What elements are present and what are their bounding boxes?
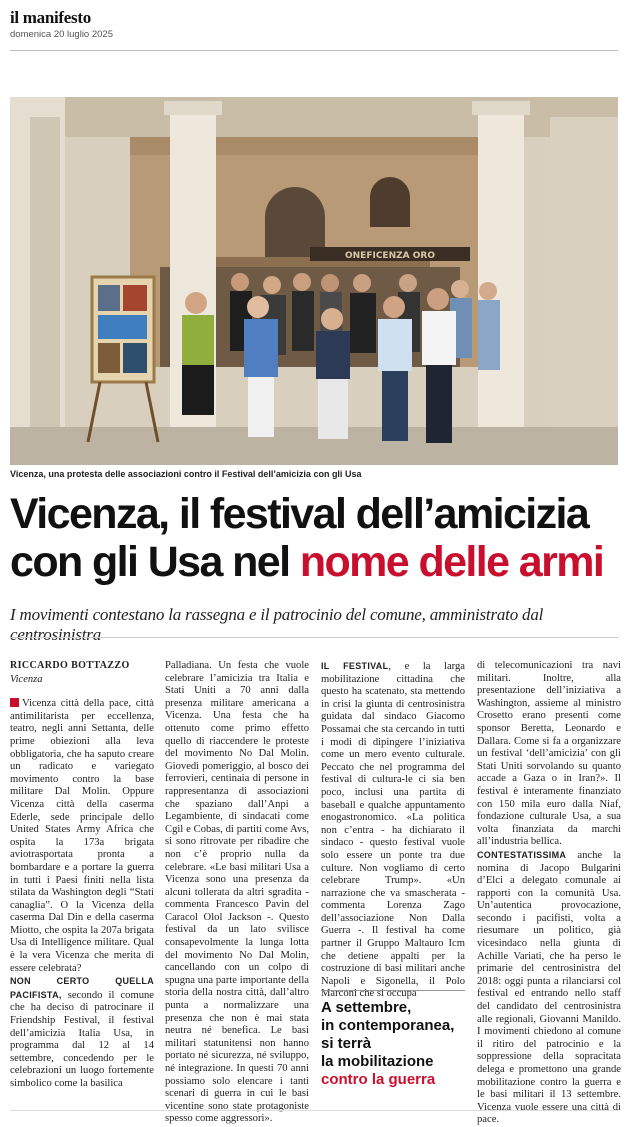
pullquote-divider [321, 990, 465, 991]
pullquote [321, 999, 471, 1089]
headline [10, 490, 622, 586]
pullquote-line-1: A settembre, [321, 999, 412, 1016]
top-divider [10, 50, 618, 51]
article-column-1 [10, 660, 154, 1091]
building-sign: ONEFICENZA ORO [345, 251, 435, 261]
article-column-3 [321, 660, 465, 1001]
pullquote-line-3: si terrà [321, 1035, 372, 1052]
article-column-2 [165, 660, 309, 1126]
protest-photo-illustration [10, 97, 618, 465]
pullquote-line-4: la mobilitazione [321, 1053, 434, 1070]
article-paragraph-2b: Palladiana. Un festa che vuole celebrare l’amicizia tra Italia e Stati Uniti a 70 anni dalla presenza militare americana a Vicenza. Una festa che ha ottenuto come primo effetto quello di riaccendere le proteste del movimento No Dal Molin. Giovedì pomeriggio, al bosco dei ferrovieri, centinaia di persone in rappresentanza di associazioni che spaziano dall’Anpi a Legambiente, di sindacati come Cgil e Cobas, di partiti come Avs, si sono ritrovate per ribadire che non c’è proprio nulla da celebrare. «Le basi militari Usa a Vicenza sono una presenza da alcuni tollerata da altri sgradita - commenta Francesco Pavin del Caracol Olol Jackson -. Questo festival da un lato svilisce consapevolmente la lunga lotta del movimento No Dal Molin, cancellando con un colpo di spugna una parte importante della storia della nostra città, dall’altro punta a normalizzare una presenza che non è mai stata neutra né benefica. Le basi militari statunitensi non hanno portato né sicurezza, né sviluppo, né integrazione. In questi 70 anni possiamo solo elencare i tanti scenari di guerra in cui le basi vicentine sono state protagoniste spesso come aggressori». [165, 660, 309, 1125]
section-kicker-1: NON CERTO QUELLA PACIFISTA, [10, 976, 154, 1000]
article-paragraph-3: , e la larga mobilitazione cittadina che questo ha scatenato, sta mettendo in crisi la giunta di centrosinistra guidata dal sindaco Giacomo Possamai che sta cercando in tutti i modi di dipingere l’iniziativa come un mero evento culturale. Peccato che nel programma del festival di cultura-le ci sia ben poco, inclusi una partita di baseball e qualche appuntamento enogastronomico. «La politica non c’entra - ha dichiarato il sindaco - questo festival vuole solo essere un ponte tra due culture. Non vogliamo di certo celebrare Trump». «Un narrazione che va smascherata - commenta Lorenza Zago dell’associazione Non Dalla Guerra -. Il festival ha come partner il Gruppo Maltauro Icm che detiene appalti per la costruzione di basi militari anche Napoli e Sigonella, il Polo Marconi che si occupa [321, 661, 465, 1000]
subhead-divider [10, 637, 618, 638]
article-paragraph-1: Vicenza città della pace, città antimilitarista per eccellenza, teatro, negli anni Settanta, delle prime obiezioni alla leva obbligatoria, che ha saputo creare un radicato e variegato movimento contro la base militare Dal Molin. Oppure Vicenza città della caserma Ederle, sede principale dello United States Army Africa che ospita la 173a brigata aviotrasportata pronta a bombardare e a portare la guerra in tutti i Paesi finiti nella lista stilata da Washington degli “Stati canaglia”. O la Vicenza della caserma Dal Din e della caserma Miotto, che ospita la 207a brigata Usa di Intelligence militare. Qual è la vera Vicenza che merita di essere celebrata? [10, 698, 154, 974]
lead-marker-icon [10, 698, 19, 707]
section-kicker-3: CONTESTATISSIMA [477, 849, 567, 860]
author-byline: RICCARDO BOTTAZZO [10, 660, 130, 671]
headline-black-part: con gli Usa nel [10, 538, 300, 586]
pullquote-line-5: contro la guerra [321, 1071, 436, 1088]
newspaper-logo[interactable]: il manifesto [10, 8, 91, 27]
section-kicker-2: IL FESTIVAL [321, 661, 389, 671]
photo-caption: Vicenza, una protesta delle associazioni contro il Festival dell’amicizia con gli Usa [10, 469, 362, 479]
headline-line-1: Vicenza, il festival dell’amicizia [10, 490, 589, 538]
pullquote-line-2: in contemporanea, [321, 1017, 455, 1034]
article-paragraph-2a: secondo il comune che ha deciso di patrocinare il Friendship Festival, il festival dell’amicizia Italia Usa, in programma dal 12 al 14 settembre, concedendo per le celebrazioni un luogo fortemente simbolico come la basilica [10, 989, 154, 1089]
issue-date: domenica 20 luglio 2025 [10, 29, 113, 40]
article-column-4 [477, 660, 621, 1127]
article-paragraph-4: di telecomunicazioni tra navi militari. Inoltre, alla presentazione dell’iniziativa a Washington, assieme al ministro Crosetto erano presenti come sponsor Beretta, Leonardo e Dallara. Come si fa a organizzare un festival ‘dell’amicizia’ con gli Stati Uniti sorvolando su quanto accade a Gaza o in Iran?». Il festival è interamente finanziato con 150 mila euro dalla Niaf, fondazione culturale Usa, a sua volta finanziata da marchi all’industria bellica. [477, 660, 621, 848]
masthead [10, 8, 113, 40]
headline-red-part: nome delle armi [299, 538, 604, 586]
article-photo [10, 97, 618, 465]
bottom-divider [10, 1110, 618, 1111]
headline-line-2 [10, 538, 622, 586]
dateline-city: Vicenza [10, 673, 43, 685]
subheadline: I movimenti contestano la rassegna e il patrocinio del comune, amministrato dal centrosinistra [10, 605, 544, 644]
article-paragraph-5: anche la nomina di Jacopo Bulgarini d’Elci a delegato comunale ai rapporti con la comunità Usa. Un’autentica provocazione, secondo i pacifisti, volta a riesumare un politico, già vicesindaco nella giunta di Achille Variati, che ha perso le primarie del centrosinistra del 2018: oggi punta a rilanciarsi col festival ed entrando nello staff del candidato del centrosinistra alle regionali, Giovanni Manildo. I movimenti chiedono al comune il ritiro del patrocinio e la soppressione della sopracitata delega e promettono una grande mobilitazione contro la guerra e le basi militari il 13 settembre. Vicenza vuole essere una città di pace. [477, 849, 621, 1126]
